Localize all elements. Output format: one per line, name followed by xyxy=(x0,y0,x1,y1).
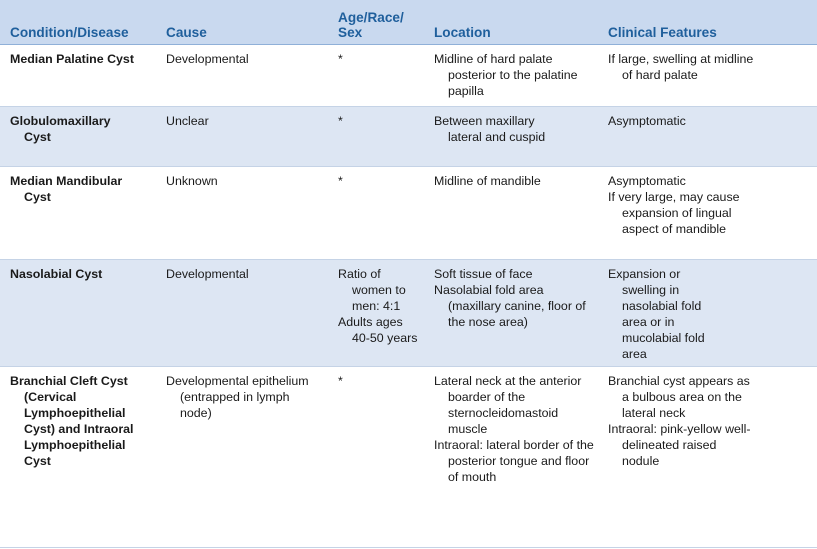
condition-name: Median Palatine Cyst xyxy=(10,51,134,66)
demographics-line: * xyxy=(338,173,343,188)
demographics-cell xyxy=(328,259,424,366)
condition-cell xyxy=(0,366,156,547)
features-line: If very large, may cause expansion of lingual aspect of mandible xyxy=(608,189,740,236)
header-row xyxy=(0,0,817,44)
location-line: Between maxillary lateral and cuspid xyxy=(434,113,546,144)
features-line: Asymptomatic xyxy=(608,173,686,188)
demographics-line: Adults ages 40-50 years xyxy=(338,314,418,345)
condition-name: Nasolabial Cyst xyxy=(10,266,103,281)
demographics-cell xyxy=(328,106,424,166)
features-line: Intraoral: pink-yellow well-delineated raised nodule xyxy=(608,421,751,468)
table-row xyxy=(0,366,817,547)
condition-cell xyxy=(0,106,156,166)
condition-cell xyxy=(0,44,156,106)
cause-cell xyxy=(156,366,328,547)
table-row xyxy=(0,44,817,106)
features-cell xyxy=(598,44,817,106)
header-condition: Condition/Disease xyxy=(0,0,156,44)
location-cell xyxy=(424,166,598,259)
features-line: If large, swelling at midline of hard palate xyxy=(608,51,754,82)
table-row xyxy=(0,106,817,166)
location-cell xyxy=(424,259,598,366)
features-cell xyxy=(598,166,817,259)
demographics-line: * xyxy=(338,373,343,388)
demographics-line: * xyxy=(338,51,343,66)
location-cell xyxy=(424,44,598,106)
header-clinical-features: Clinical Features xyxy=(598,0,817,44)
demographics-cell xyxy=(328,366,424,547)
location-cell xyxy=(424,106,598,166)
features-cell xyxy=(598,106,817,166)
demographics-line: * xyxy=(338,113,343,128)
features-line: Branchial cyst appears as a bulbous area on the lateral neck xyxy=(608,373,750,420)
location-line: Midline of hard palate posterior to the palatine papilla xyxy=(434,51,578,98)
cause-line: Developmental epithelium (entrapped in lymph node) xyxy=(166,373,309,420)
location-line: Lateral neck at the anterior boarder of the sternocleidomastoid muscle xyxy=(434,373,582,436)
cause-line: Developmental xyxy=(166,51,249,66)
header-cause: Cause xyxy=(156,0,328,44)
location-line: Midline of mandible xyxy=(434,173,541,188)
cause-cell xyxy=(156,44,328,106)
demographics-line: Ratio of women to men: 4:1 xyxy=(338,266,406,313)
demographics-cell xyxy=(328,44,424,106)
cause-cell xyxy=(156,106,328,166)
condition-name: Branchial Cleft Cyst (Cervical Lymphoepithelial Cyst) and Intraoral Lymphoepithelial Cyst xyxy=(10,373,134,468)
cause-cell xyxy=(156,166,328,259)
location-line: Nasolabial fold area (maxillary canine, floor of the nose area) xyxy=(434,282,586,329)
demographics-cell xyxy=(328,166,424,259)
header-location: Location xyxy=(424,0,598,44)
location-line: Intraoral: lateral border of the posterior tongue and floor of mouth xyxy=(434,437,594,484)
features-line: Asymptomatic xyxy=(608,113,686,128)
cause-line: Unclear xyxy=(166,113,209,128)
cause-line: Developmental xyxy=(166,266,249,281)
header-age-race-sex: Age/Race/ Sex xyxy=(328,0,424,44)
features-cell xyxy=(598,366,817,547)
table-row xyxy=(0,166,817,259)
features-line: Expansion or swelling in nasolabial fold area or in mucolabial fold area xyxy=(608,266,705,361)
location-cell xyxy=(424,366,598,547)
condition-name: Globulomaxillary Cyst xyxy=(10,113,111,144)
location-line: Soft tissue of face xyxy=(434,266,533,281)
condition-name: Median Mandibular Cyst xyxy=(10,173,123,204)
condition-cell xyxy=(0,166,156,259)
table-row xyxy=(0,259,817,366)
condition-cell xyxy=(0,259,156,366)
cause-cell xyxy=(156,259,328,366)
cause-line: Unknown xyxy=(166,173,218,188)
features-cell xyxy=(598,259,817,366)
